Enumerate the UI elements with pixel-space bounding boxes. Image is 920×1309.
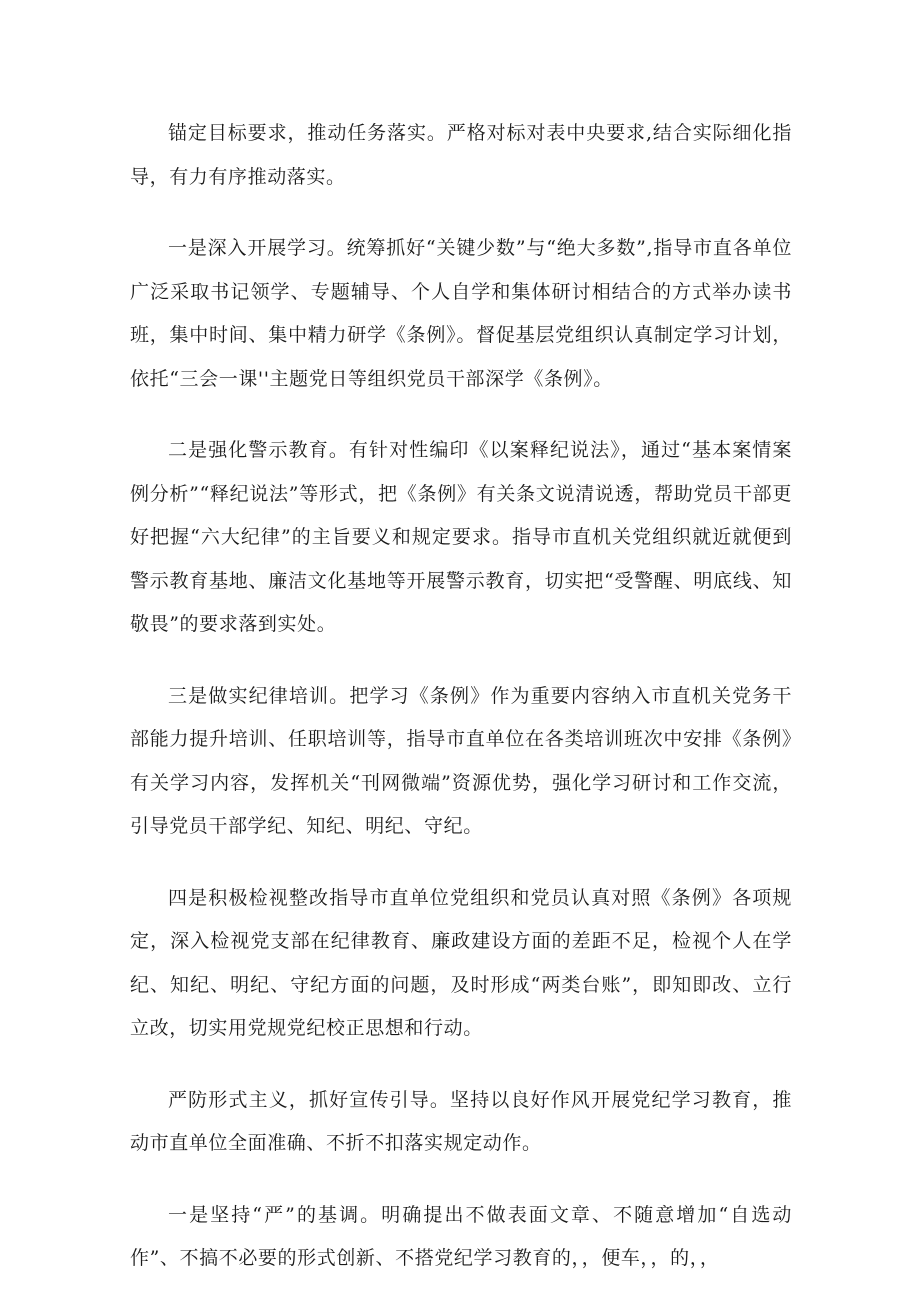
paragraph-targets: 锚定目标要求，推动任务落实。严格对标对表中央要求,结合实际细化指导，有力有序推动落实。 <box>130 122 792 188</box>
paragraph-inspection-rectification: 四是积极检视整改指导市直单位党组织和党员认真对照《条例》各项规定，深入检视党支部在纪律教育、廉政建设方面的差距不足，检视个人在学纪、知纪、明纪、守纪方面的问题，及时形成“两类台账”，即知即改、立行立改，切实用党规党纪校正思想和行动。 <box>130 886 792 1039</box>
paragraph-anti-formalism: 严防形式主义，抓好宣传引导。坚持以良好作风开展党纪学习教育，推动市直单位全面准确、不折不扣落实规定动作。 <box>130 1088 792 1154</box>
paragraph-study: 一是深入开展学习。统筹抓好“关键少数”与“绝大多数”,指导市直各单位广泛采取书记领学、专题辅导、个人自学和集体研讨相结合的方式举办读书班，集中时间、集中精力研学《条例》。督促基层党组织认真制定学习计划，依托“三会一课''主题党日等组织党员干部深学《条例》。 <box>130 237 792 390</box>
paragraph-warning-education: 二是强化警示教育。有针对性编印《以案释纪说法》，通过“基本案情案例分析”“释纪说法”等形式，把《条例》有关条文说清说透，帮助党员干部更好把握“六大纪律”的主旨要义和规定要求。指导市直机关党组织就近就便到警示教育基地、廉洁文化基地等开展警示教育，切实把“受警醒、明底线、知敬畏”的要求落到实处。 <box>130 439 792 635</box>
document-body <box>130 112 792 1309</box>
paragraph-discipline-training: 三是做实纪律培训。把学习《条例》作为重要内容纳入市直机关党务干部能力提升培训、任职培训等，指导市直单位在各类培训班次中安排《条例》有关学习内容，发挥机关“刊网微端”资源优势，强化学习研讨和工作交流，引导党员干部学纪、知纪、明纪、守纪。 <box>130 684 792 837</box>
paragraph-strict-tone: 一是坚持“严”的基调。明确提出不做表面文章、不随意增加“自选动作”、不搞不必要的形式创新、不搭党纪学习教育的，，便车，，的，， <box>130 1203 792 1269</box>
